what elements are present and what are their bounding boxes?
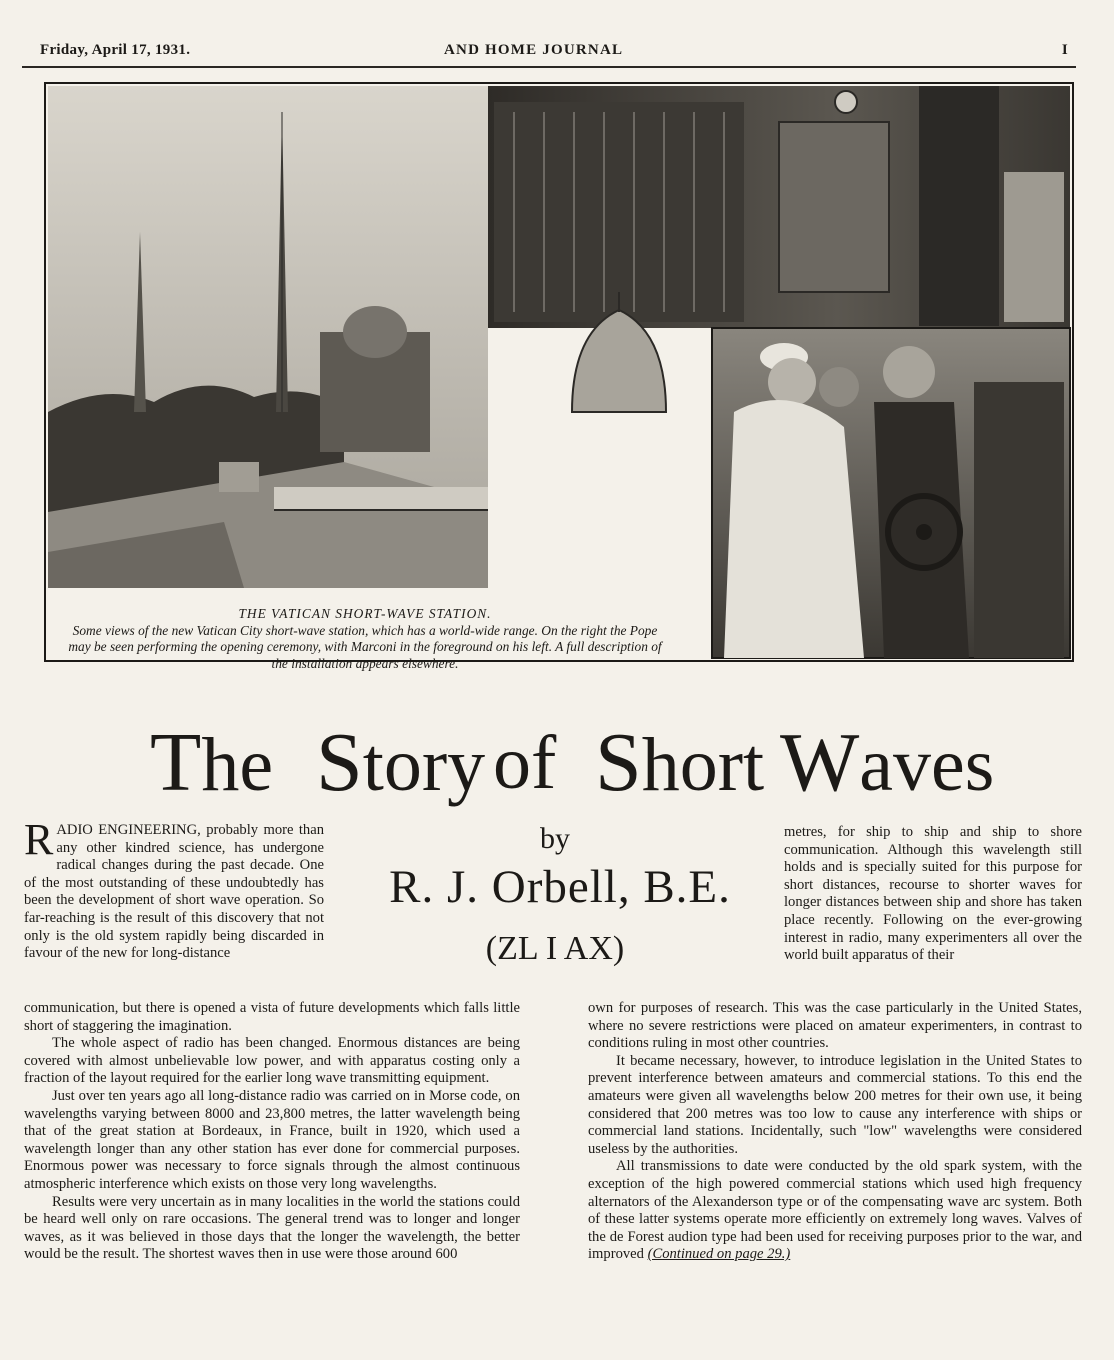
masthead-rule [22, 66, 1076, 68]
article-column-right-top [784, 824, 1082, 965]
page-number: I [1061, 42, 1068, 58]
byline-by: by [540, 822, 570, 855]
article-column-left-top [24, 815, 324, 963]
paragraph-5-tail: own for purposes of research. This was the case particularly in the United States, where no severe restrictions were placed on amateur experimenters, in contrast to conditions ruling in most other countries. [588, 1000, 1082, 1052]
photo-opening-ceremony [712, 328, 1070, 658]
byline-author: R. J. Orbell, B.E. [389, 861, 731, 913]
paragraph-7: All transmissions to date were conducted by the old spark system, with the exception of the high powered commercial stations which used high frequency alternators of the Alexanderson type or of the compensating wave arc system. Both of these latter systems operate more efficiently on extremely long waves. Valves of the de Forest audion type had been used for receiving purposes prior to the war, and improved (Continued on page 29.) [588, 1158, 1082, 1263]
caption-title: THE VATICAN SHORT-WAVE STATION. [238, 606, 492, 621]
paragraph-6: It became necessary, however, to introduce legislation in the United States to prevent interference between amateurs and commercial stations. To this end the amateurs were given all wavelengths below 200 metres for their own use, it being considered that 200 metres was too low to cause any interference with ships or commercial land stations. Incidentally, such "low" wavelengths were considered useless by the authorities. [588, 1052, 1082, 1157]
paper-name: AND HOME JOURNAL [444, 42, 624, 58]
paragraph-2: The whole aspect of radio has been changed. Enormous distances are being covered with almost unbelievable low power, and with apparatus costing only a fraction of the layout required for the earlier long wave transmitting equipment. [24, 1035, 520, 1087]
photo-collage [44, 82, 1074, 662]
article-column-left [24, 1000, 520, 1264]
article-column-right [588, 1000, 1082, 1264]
paragraph-3: Just over ten years ago all long-distance radio was carried on in Morse code, on wavelengths varying between 8000 and 23,800 metres, the latter wavelength being that of the great station at Bordeaux, in France, built in 1920, which used a wavelength longer than any other station has ever done for commercial purposes. Enormous power was necessary to force signals through the almost continuous atmospheric interference which exists on those very long wavelengths. [24, 1087, 520, 1192]
byline-callsign: (ZL I AX) [485, 930, 625, 967]
caption-text: Some views of the new Vatican City short-wave station, which has a world-wide range. On the right the Pope may be seen performing the opening ceremony, with Marconi in the foreground on his left. A full description of the installation appears elsewhere. [68, 622, 662, 671]
headline-word-the: The [150, 716, 274, 809]
continued-link[interactable]: (Continued on page 29.) [647, 1246, 791, 1263]
paragraph-1-lead: RADIO ENGINEERING, probably more than any other kindred science, has undergone radical changes during the past decade. One of the most outstanding of these undoubtedly has been the development of short wave operation. So far-reaching is the result of this discovery that not only is the old system rapidly being discarded in favour of the new for long-distance [24, 815, 324, 962]
headline-word-short: Short [595, 716, 765, 809]
paragraph-4: Results were very uncertain as in many localities in the world the stations could be heard well only on rare occasions. The general trend was to longer and longer waves, as it was believed in those days that the longer the wavelength, the better would be the result. The shortest waves then in use were those around 600 [24, 1193, 520, 1263]
photo-caption [66, 606, 664, 672]
drop-cap: R [24, 815, 54, 864]
headline-word-of: of [493, 721, 557, 805]
headline-word-story: Story [316, 716, 486, 809]
headline-word-waves: Waves [780, 716, 995, 809]
paragraph-5-lead: metres, for ship to ship and ship to shore communication. Although this wavelength still holds and is specially suited for this purpose for short distances, recourse to shorter waves for longer distances between ship and shore has taken place recently. Following on the ever-growing interest in radio, many experimenters all over the world built apparatus of their [784, 824, 1082, 964]
paragraph-1-tail: communication, but there is opened a vista of future developments which falls little short of staggering the imagination. [24, 1000, 520, 1034]
masthead [40, 42, 1076, 64]
issue-date: Friday, April 17, 1931. [40, 42, 191, 58]
photo-exterior-towers [48, 86, 488, 588]
headline [40, 708, 1074, 818]
